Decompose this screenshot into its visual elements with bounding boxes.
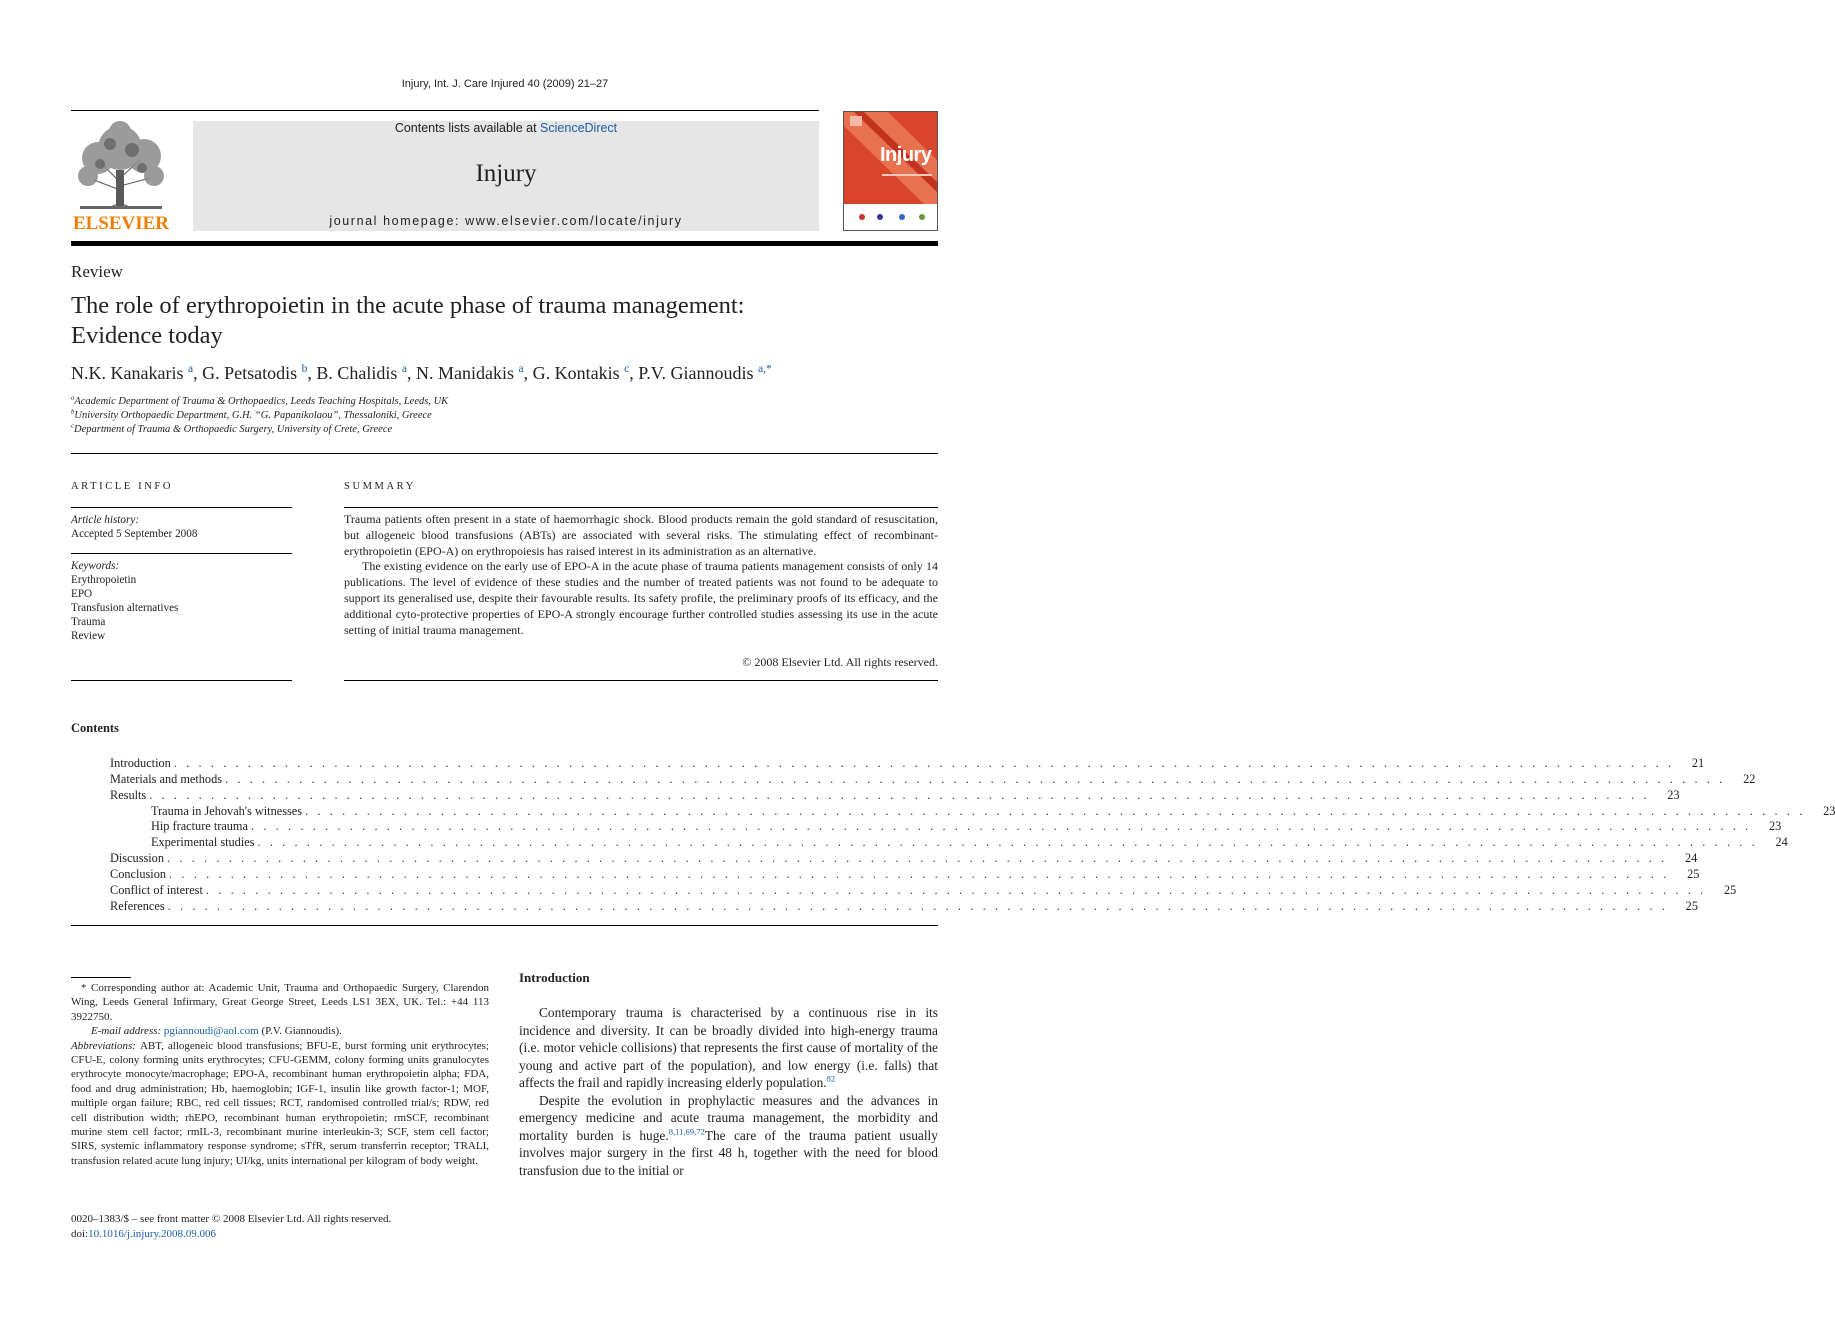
contents-availability — [193, 121, 819, 135]
doi-link[interactable]: 10.1016/j.injury.2008.09.006 — [88, 1228, 217, 1240]
article-info-rule — [71, 507, 292, 508]
article-info-bottom-rule — [71, 680, 292, 681]
cover-title: Injury — [880, 144, 932, 166]
toc-page: 23 — [1667, 788, 1680, 802]
author-separator: , — [523, 363, 533, 383]
introduction-body — [519, 1004, 938, 1179]
toc-entry-discussion[interactable] — [110, 851, 1698, 867]
affiliation-c — [71, 424, 392, 435]
toc-leader-dots: . . . . . . . . . . . . . . . . . . . . . . . . . . . . . . . . . . . . . . . . . . . . . . . . . . . . . . . . . . . . . . . . . . . . . . . . . . . . . . . . . . . . . . . . . . . . . . . . . . . . . . . . . . . . . . . . . . . . . . . . . . — [167, 899, 1668, 913]
toc-page: 25 — [1685, 899, 1698, 913]
contents-heading: Contents — [71, 721, 119, 735]
affiliation-sup: a — [71, 394, 75, 402]
issn-line: 0020–1383/$ – see front matter © 2008 Elsevier Ltd. All rights reserved. — [71, 1213, 392, 1225]
doi-label: doi: — [71, 1228, 89, 1240]
author-affiliation-sup[interactable]: a — [518, 363, 524, 375]
toc-label: Discussion — [110, 851, 164, 865]
intro-text: Despite the evolution in prophylactic measures and the advances in emergency medicine and acute trauma management, the morbidity and mortality burden is huge. — [519, 1092, 938, 1143]
toc-leader-dots: . . . . . . . . . . . . . . . . . . . . . . . . . . . . . . . . . . . . . . . . . . . . . . . . . . . . . . . . . . . . . . . . . . . . . . . . . . . . . . . . . . . . . . . . . . . . . . . . . . . . . . . . . . . . . . . . . . . . . . . . . . — [225, 772, 1726, 786]
sciencedirect-link[interactable]: ScienceDirect — [540, 121, 618, 135]
toc-leader-dots: . . . . . . . . . . . . . . . . . . . . . . . . . . . . . . . . . . . . . . . . . . . . . . . . . . . . . . . . . . . . . . . . . . . . . . . . . . . . . . . . . . . . . . . . . . . . . . . . . . . . . . . . . . . . . . . . . . . . . . . . . . — [205, 883, 1707, 897]
keyword[interactable]: EPO — [71, 588, 93, 600]
toc-page: 21 — [1691, 756, 1705, 770]
author-affiliation-sup[interactable]: a — [401, 363, 408, 375]
summary-paragraph: Trauma patients often present in a state of haemorrhagic shock. Blood products remain the gold standard of resuscitation, but allogeneic blood transfusions (ABTs) are associated with several risks. The stimulating effect of recombinant-erythropoietin (EPO-A) on erythropoiesis has raised interest in its administration as an alternative. — [344, 512, 938, 558]
summary-body — [344, 512, 938, 638]
author[interactable]: N.K. Kanakaris — [71, 363, 184, 383]
author-affiliation-sup[interactable]: b — [301, 363, 308, 375]
toc-leader-dots: . . . . . . . . . . . . . . . . . . . . . . . . . . . . . . . . . . . . . . . . . . . . . . . . . . . . . . . . . . . . . . . . . . . . . . . . . . . . . . . . . . . . . . . . . . . . . . . . . . . . . . . . . . . . . . . . . . . . . . . . . . — [169, 867, 1670, 881]
toc-page: 23 — [1769, 819, 1782, 833]
author[interactable]: B. Chalidis — [316, 363, 398, 383]
citation-ref[interactable]: 8,11,69,72 — [668, 1126, 705, 1137]
toc-label: Conflict of interest — [110, 883, 203, 897]
author-affiliation-sup[interactable]: a,* — [757, 363, 772, 375]
email-note — [71, 1024, 489, 1038]
toc-page: 25 — [1687, 867, 1700, 881]
toc-label: Hip fracture trauma — [151, 819, 248, 833]
article-title — [71, 291, 938, 351]
author[interactable]: G. Petsatodis — [202, 363, 298, 383]
toc-label: References — [110, 899, 165, 913]
article-title-line-1: The role of erythropoietin in the acute phase of trauma management: — [71, 292, 745, 319]
summary-rule — [344, 507, 938, 508]
toc-page: 25 — [1723, 883, 1737, 897]
affiliation-b — [71, 410, 432, 421]
email-suffix: (P.V. Giannoudis). — [258, 1025, 342, 1038]
header-top-rule — [71, 110, 819, 111]
footnote-rule — [71, 977, 131, 978]
toc-label: Trauma in Jehovah's witnesses — [151, 804, 303, 818]
accepted-date: Accepted 5 September 2008 — [71, 528, 198, 540]
history-label: Article history: — [71, 514, 140, 526]
summary-copyright: © 2008 Elsevier Ltd. All rights reserved. — [742, 655, 938, 669]
toc-label: Introduction — [110, 756, 171, 770]
toc-label: Experimental studies — [151, 835, 255, 849]
title-block-rule — [71, 453, 938, 454]
toc-leader-dots: . . . . . . . . . . . . . . . . . . . . . . . . . . . . . . . . . . . . . . . . . . . . . . . . . . . . . . . . . . . . . . . . . . . . . . . . . . . . . . . . . . . . . . . . . . . . . . . . . . . . . . . . . . . . . . . . . . . . . . . . . . — [305, 804, 1806, 818]
email-label: E-mail address: — [91, 1025, 164, 1038]
summary-heading: SUMMARY — [344, 481, 416, 492]
toc-entry-hip-fracture[interactable] — [151, 819, 1782, 835]
author-separator: , — [307, 363, 317, 383]
toc-entry-references[interactable] — [110, 899, 1698, 915]
toc-page: 23 — [1823, 804, 1835, 818]
abbreviations-text: ABT, allogeneic blood transfusions; BFU-E, burst forming unit erythrocytes; CFU-E, colony forming units erythrocytes; CFU-GEMM, colony forming units granulocytes erythrocyte monocyte/macrophage; EPO-A, recombinant human erythropoietin alpha; FDA, food and drug administration; Hb, haemoglobin; IGF-1, insulin like growth factor-1; MOF, multiple organ failure; RBC, red cell tissues; RCT, randomised controlled trial/s; RDW, red cell distribution width; rhEPO, recombinant human erythropoietin; rmSCF, recombinant murine stem cell factor; rmIL-3, recombinant murine interleukin-3; SCF, stem cell factor; SIRS, systemic inflammatory response syndrome; sTfR, serum transferrin receptor; TRALI, transfusion related acute lung injury; UI/kg, units international per kilogram of body weight. — [71, 1039, 489, 1167]
keyword[interactable]: Erythropoietin — [71, 574, 137, 586]
article-type: Review — [71, 262, 123, 281]
article-history — [71, 513, 197, 541]
summary-paragraph: The existing evidence on the early use of EPO-A in the acute phase of trauma patients management consists of only 14 publications. The level of evidence of these studies and the number of treated patients was not found to be adequate to support its generalised use, despite their favourable results. Its safety profile, the preliminary proofs of its efficacy, and the additional cyto-protective properties of EPO-A strongly encourage further controlled studies assessing its use in the acute setting of initial trauma management. — [344, 559, 938, 637]
keywords-rule — [71, 553, 292, 554]
author-separator: , — [193, 363, 203, 383]
toc-entry-introduction[interactable] — [110, 756, 1705, 772]
contents-bottom-rule — [71, 925, 938, 926]
affiliation-text: Academic Department of Trauma & Orthopaedics, Leeds Teaching Hospitals, Leeds, UK — [74, 396, 449, 407]
author-separator: , — [407, 363, 417, 383]
author-list — [71, 363, 938, 384]
summary-bottom-rule — [344, 680, 938, 681]
affiliation-text: Department of Trauma & Orthopaedic Surgery, University of Crete, Greece — [73, 424, 393, 435]
intro-text: The care of the trauma patient usually involves major surgery in the first 48 h, together with the need for blood transfusion due to the initial or — [519, 1127, 938, 1178]
footnotes — [71, 981, 489, 1168]
contents-prefix: Contents lists available at — [394, 121, 541, 135]
citation-ref[interactable]: 82 — [826, 1073, 836, 1084]
header-thick-rule — [71, 241, 938, 246]
author[interactable]: N. Manidakis — [416, 363, 515, 383]
intro-text: Contemporary trauma is characterised by a continuous rise in its incidence and diversity. It can be broadly divided into high-energy trauma (i.e. motor vehicle collisions) that represents the first cause of mortality of the young and active part of the population), and low energy (i.e. falls) that affects the frail and rapidly increasing elderly population. — [519, 1005, 938, 1090]
intro-paragraph — [519, 1092, 938, 1180]
toc-entry-conclusion[interactable] — [110, 867, 1700, 883]
journal-title: Injury — [475, 160, 537, 187]
author-separator: , — [629, 363, 639, 383]
toc-leader-dots: . . . . . . . . . . . . . . . . . . . . . . . . . . . . . . . . . . . . . . . . . . . . . . . . . . . . . . . . . . . . . . . . . . . . . . . . . . . . . . . . . . . . . . . . . . . . . . . . . . . . . . . . . . . . . . . . . . . . . . . . . . — [166, 851, 1668, 865]
intro-paragraph — [519, 1004, 938, 1092]
affiliation-sup: b — [71, 408, 75, 416]
toc-entry-jehovah[interactable] — [151, 804, 1835, 820]
toc-leader-dots: . . . . . . . . . . . . . . . . . . . . . . . . . . . . . . . . . . . . . . . . . . . . . . . . . . . . . . . . . . . . . . . . . . . . . . . . . . . . . . . . . . . . . . . . . . . . . . . . . . . . . . . . . . . . . . . . . . . . . . . . . . — [173, 756, 1675, 770]
issn-doi-block — [71, 1212, 391, 1242]
journal-homepage[interactable]: journal homepage: www.elsevier.com/locate/injury — [329, 214, 683, 228]
toc-page: 24 — [1685, 851, 1698, 865]
affiliation-sup: c — [71, 422, 74, 430]
journal-citation: Injury, Int. J. Care Injured 40 (2009) 21–27 — [401, 78, 609, 90]
toc-page: 22 — [1743, 772, 1756, 786]
article-info-heading: ARTICLE INFO — [71, 481, 174, 492]
introduction-heading: Introduction — [519, 970, 590, 985]
author-affiliation-sup[interactable]: c — [624, 363, 630, 375]
toc-entry-results[interactable] — [110, 788, 1680, 804]
affiliation-text: University Orthopaedic Department, G.H. “G. Papanikolaou”, Thessaloniki, Greece — [74, 410, 432, 421]
toc-label: Conclusion — [110, 867, 167, 881]
toc-label: Results — [110, 788, 147, 802]
author[interactable]: G. Kontakis — [532, 363, 620, 383]
toc-entry-experimental[interactable] — [151, 835, 1788, 851]
keyword[interactable]: Review — [71, 630, 106, 642]
toc-leader-dots: . . . . . . . . . . . . . . . . . . . . . . . . . . . . . . . . . . . . . . . . . . . . . . . . . . . . . . . . . . . . . . . . . . . . . . . . . . . . . . . . . . . . . . . . . . . . . . . . . . . . . . . . . . . . . . . . . . . . . . . . . . — [149, 788, 1650, 802]
toc-page: 24 — [1775, 835, 1788, 849]
keywords-block — [71, 559, 178, 643]
affiliation-a — [71, 396, 448, 407]
keyword[interactable]: Transfusion alternatives — [71, 602, 179, 614]
keywords-label: Keywords: — [71, 560, 120, 572]
doi-line — [71, 1227, 391, 1242]
email-link[interactable]: pgiannoudi@aol.com — [163, 1025, 259, 1038]
toc-leader-dots: . . . . . . . . . . . . . . . . . . . . . . . . . . . . . . . . . . . . . . . . . . . . . . . . . . . . . . . . . . . . . . . . . . . . . . . . . . . . . . . . . . . . . . . . . . . . . . . . . . . . . . . . . . . . . . . . . . . . . . . . . . — [257, 835, 1758, 849]
abbreviations-label: Abbreviations: — [71, 1039, 140, 1052]
author[interactable]: P.V. Giannoudis — [638, 363, 754, 383]
toc-entry-methods[interactable] — [110, 772, 1756, 788]
abbreviations-note — [71, 1039, 489, 1169]
toc-entry-conflict[interactable] — [110, 883, 1737, 899]
article-title-line-2: Evidence today — [71, 322, 223, 349]
corresponding-author-note: * Corresponding author at: Academic Unit, Trauma and Orthopaedic Surgery, Clarendon Wing, Leeds General Infirmary, Great George Street, Leeds LS1 3EX, UK. Tel.: +44 113 3922750. — [71, 982, 489, 1023]
toc-label: Materials and methods — [110, 772, 223, 786]
author-affiliation-sup[interactable]: a — [187, 363, 194, 375]
keyword[interactable]: Trauma — [71, 616, 106, 628]
toc-leader-dots: . . . . . . . . . . . . . . . . . . . . . . . . . . . . . . . . . . . . . . . . . . . . . . . . . . . . . . . . . . . . . . . . . . . . . . . . . . . . . . . . . . . . . . . . . . . . . . . . . . . . . . . . . . . . . . . . . . . . . . . . . . — [250, 819, 1752, 833]
publisher-logo-text: ELSEVIER — [72, 213, 170, 234]
journal-cover-thumbnail — [843, 111, 938, 231]
